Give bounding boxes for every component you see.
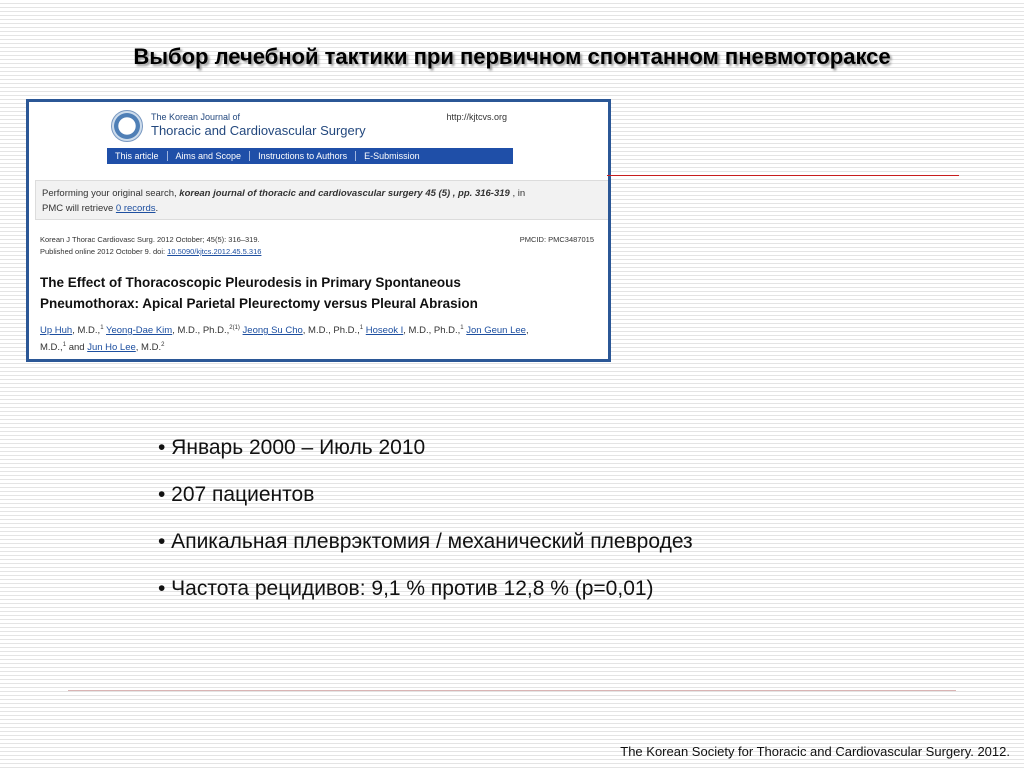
article-title-line2: Pneumothorax: Apical Parietal Pleurectomy versus Pleural Abrasion xyxy=(40,296,478,311)
journal-name-line2: Thoracic and Cardiovascular Surgery xyxy=(151,123,366,138)
published-prefix: Published online 2012 October 9. doi: xyxy=(40,247,166,256)
search-line2-suffix: . xyxy=(155,203,159,214)
nav-e-submission[interactable]: E-Submission xyxy=(364,151,420,161)
search-line2-prefix: PMC will retrieve xyxy=(42,203,114,214)
bullet-list xyxy=(158,424,693,612)
journal-name-line1: The Korean Journal of xyxy=(151,112,241,122)
author-degree: , M.D., xyxy=(72,325,101,337)
author-link[interactable]: Up Huh xyxy=(40,325,73,337)
author-link[interactable]: Yeong-Dae Kim xyxy=(106,325,173,337)
author-affiliation: 2(1) xyxy=(229,325,240,331)
article-screenshot xyxy=(26,99,611,362)
red-divider xyxy=(607,175,959,176)
author-affiliation: 1 xyxy=(359,325,364,331)
records-link[interactable]: 0 records xyxy=(115,203,156,214)
article-title-line1: The Effect of Thoracoscopic Pleurodesis in Primary Spontaneous xyxy=(40,275,461,290)
author-affiliation: 1 xyxy=(62,342,67,349)
search-query: korean journal of thoracic and cardiovascular surgery 45 (5) , pp. 316-319 xyxy=(179,188,510,199)
doi-link[interactable]: 10.5090/kjtcs.2012.45.5.316 xyxy=(167,247,262,256)
article-title xyxy=(40,272,580,314)
bullet-period: • Январь 2000 – Июль 2010 xyxy=(158,436,426,459)
author-affiliation: 2 xyxy=(161,342,165,349)
author-link[interactable]: Jon Geun Lee xyxy=(466,325,526,337)
journal-url: http://kjtcvs.org xyxy=(446,112,507,122)
nav-aims-and-scope[interactable]: Aims and Scope xyxy=(168,151,251,161)
author-degree: , M.D., Ph.D., xyxy=(403,325,461,337)
search-prefix: Performing your original search, xyxy=(42,188,177,199)
search-suffix: , in xyxy=(512,188,526,199)
author-list xyxy=(40,321,600,355)
nav-this-article[interactable]: This article xyxy=(107,151,168,161)
slide-title: Выбор лечебной тактики при первичном спонтанном пневмотораксе xyxy=(133,44,891,69)
published-line xyxy=(40,247,261,256)
pmcid: PMCID: PMC3487015 xyxy=(519,235,594,244)
slide-footer: The Korean Society for Thoracic and Cardiovascular Surgery. 2012. xyxy=(620,744,1010,759)
search-notice xyxy=(35,180,611,220)
bullet-patients: • 207 пациентов xyxy=(158,483,315,506)
bullet-methods: • Апикальная плеврэктомия / механический плевродез xyxy=(158,530,693,553)
nav-instructions-to-authors[interactable]: Instructions to Authors xyxy=(250,151,356,161)
author-and: and xyxy=(68,342,85,354)
author-degree: , xyxy=(525,325,529,337)
author-affiliation: 1 xyxy=(460,325,464,331)
journal-logo xyxy=(111,110,143,142)
bullet-recurrence: • Частота рецидивов: 9,1 % против 12,8 % (p=0,01) xyxy=(158,577,654,600)
journal-header xyxy=(107,104,513,164)
author-link[interactable]: Jun Ho Lee xyxy=(87,342,136,354)
author-affiliation: 1 xyxy=(100,325,104,331)
author-link[interactable]: Hoseok I xyxy=(365,325,404,337)
author-degree: , M.D. xyxy=(135,342,162,354)
author-degree: M.D., xyxy=(40,342,63,354)
author-degree: , M.D., Ph.D., xyxy=(302,325,360,337)
author-degree: , M.D., Ph.D., xyxy=(172,325,230,337)
citation-line: Korean J Thorac Cardiovasc Surg. 2012 October; 45(5): 316–319. xyxy=(40,235,260,244)
author-link[interactable]: Jeong Su Cho xyxy=(242,325,303,337)
bottom-divider xyxy=(68,690,956,691)
journal-nav-bar xyxy=(107,148,513,164)
